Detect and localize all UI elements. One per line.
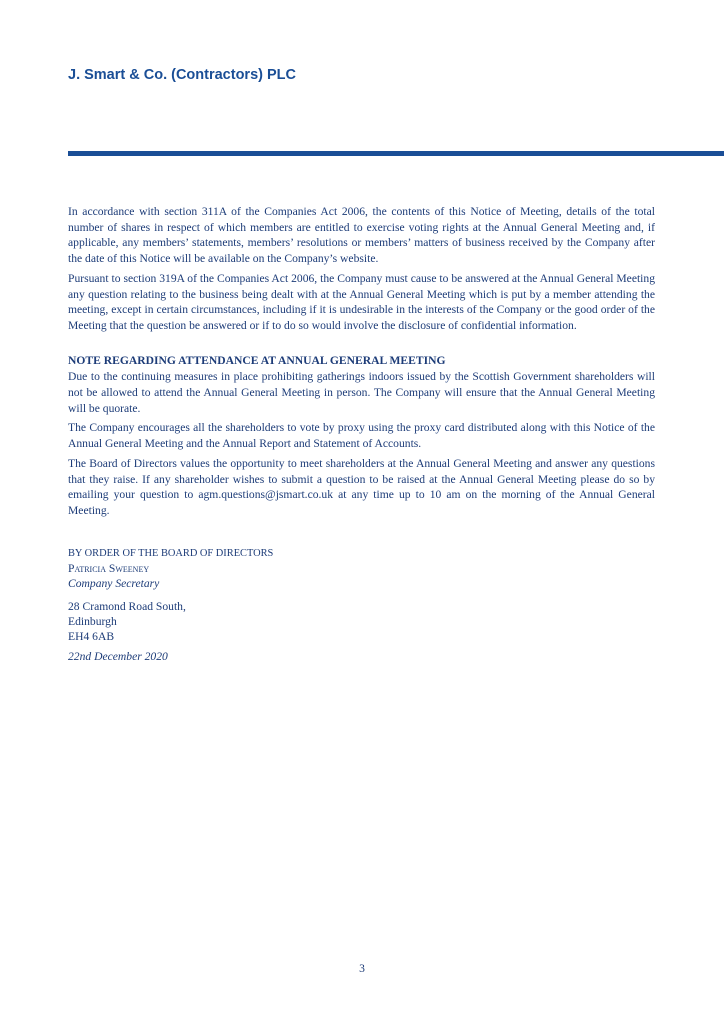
paragraph-section-319a: Pursuant to section 319A of the Companies Act 2006, the Company must cause to be answered at the Annual General Meeting any question relating to the business being dealt with at the Annual General Meeting which is put by a member attending the meeting, except in certain circumstances, including if it is undesirable in the interests of the Company or the good order of the Meeting that the question be answered or if to do so would involve the disclosure of confidential information. [68,271,655,332]
paragraph-questions: The Board of Directors values the opportunity to meet shareholders at the Annual General Meeting and answer any questions that they raise. If any shareholder wishes to submit a question to be raised at the Annual General Meeting please do so by emailing your question to agm.questions@jsmart.co.uk at any time up to 10 am on the morning of the Annual General Meeting. [68,456,655,517]
company-name: J. Smart & Co. (Contractors) PLC [68,67,296,83]
order-line: BY ORDER OF THE BOARD OF DIRECTORS [68,547,274,559]
address-line-3: EH4 6AB [68,629,115,643]
paragraph-proxy: The Company encourages all the shareholders to vote by proxy using the proxy card distributed along with this Notice of the Annual General Meeting and the Annual Report and Statement of Accounts. [68,421,655,451]
signature-block [68,546,655,664]
paragraph-section-311a: In accordance with section 311A of the Companies Act 2006, the contents of this Notice of Meeting, details of the total number of shares in respect of which members are entitled to exercise voting rights at the Annual General Meeting and, if applicable, any members’ statements, members’ resolutions or members’ matters of business received by the Company after the date of this Notice will be available on the Company’s website. [68,205,655,266]
address-line-2: Edinburgh [68,614,117,628]
paragraph-attendance: Due to the continuing measures in place prohibiting gatherings indoors issued by the Scottish Government shareholders will not be allowed to attend the Annual General Meeting in person. The Company will ensure that the Annual General Meeting will be quorate. [68,370,655,415]
secretary-title: Company Secretary [68,576,160,590]
secretary-name: Patricia Sweeney [68,561,150,575]
address-line-1: 28 Cramond Road South, [68,599,186,613]
attendance-heading: NOTE REGARDING ATTENDANCE AT ANNUAL GENERAL MEETING [68,353,446,367]
address [68,599,655,644]
page-number: 3 [359,962,365,975]
header-rule [68,151,724,156]
notice-body [68,204,655,664]
notice-date: 22nd December 2020 [68,649,168,663]
